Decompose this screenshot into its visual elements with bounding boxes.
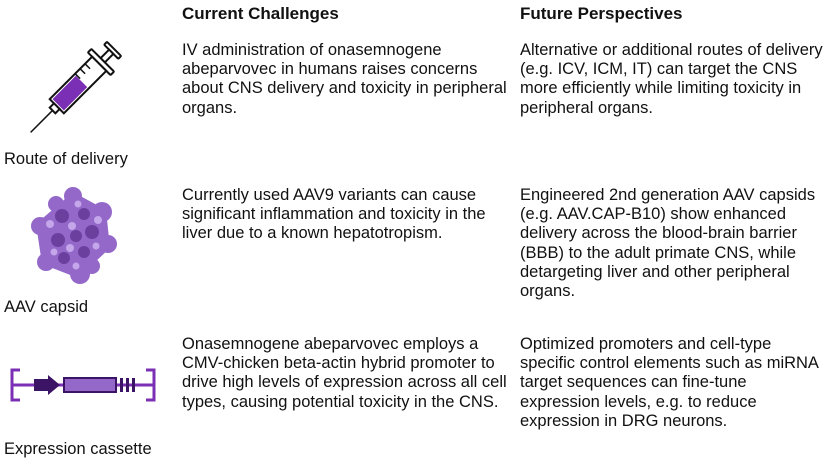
expression-cassette-icon xyxy=(8,366,158,406)
syringe-icon xyxy=(28,40,140,148)
perspective-route-of-delivery: Alternative or additional routes of delivery (e.g. ICV, ICM, IT) can target the CNS more efficiently while limiting toxicity in peripheral organs. xyxy=(520,41,823,117)
challenge-aav-capsid: Currently used AAV9 variants can cause significant inflammation and toxicity in the liver due to a known hepatotropism. xyxy=(182,186,486,243)
header-future-perspectives: Future Perspectives xyxy=(520,4,683,23)
perspective-expression-cassette: Optimized promoters and cell-type specific control elements such as miRNA target sequences can fine-tune expression levels, e.g. to reduce expression in DRG neurons. xyxy=(520,335,819,430)
perspective-aav-capsid: Engineered 2nd generation AAV capsids (e.g. AAV.CAP-B10) show enhanced delivery across the blood-brain barrier (BBB) to the adult primate CNS, while detargeting liver and other peripheral organs. xyxy=(520,186,816,301)
row-label-expression-cassette: Expression cassette xyxy=(4,440,152,458)
challenge-expression-cassette: Onasemnogene abeparvovec employs a CMV-chicken beta-actin hybrid promoter to drive high levels of expression across all cell types, causing potential toxicity in the CNS. xyxy=(182,335,507,411)
row-label-aav-capsid: AAV capsid xyxy=(4,298,89,316)
challenge-route-of-delivery: IV administration of onasemnogene abeparvovec in humans raises concerns about CNS delivery and toxicity in peripheral organs. xyxy=(182,41,507,117)
header-current-challenges: Current Challenges xyxy=(182,4,339,23)
row-label-route-of-delivery: Route of delivery xyxy=(4,150,128,168)
aav-capsid-icon xyxy=(28,186,118,286)
